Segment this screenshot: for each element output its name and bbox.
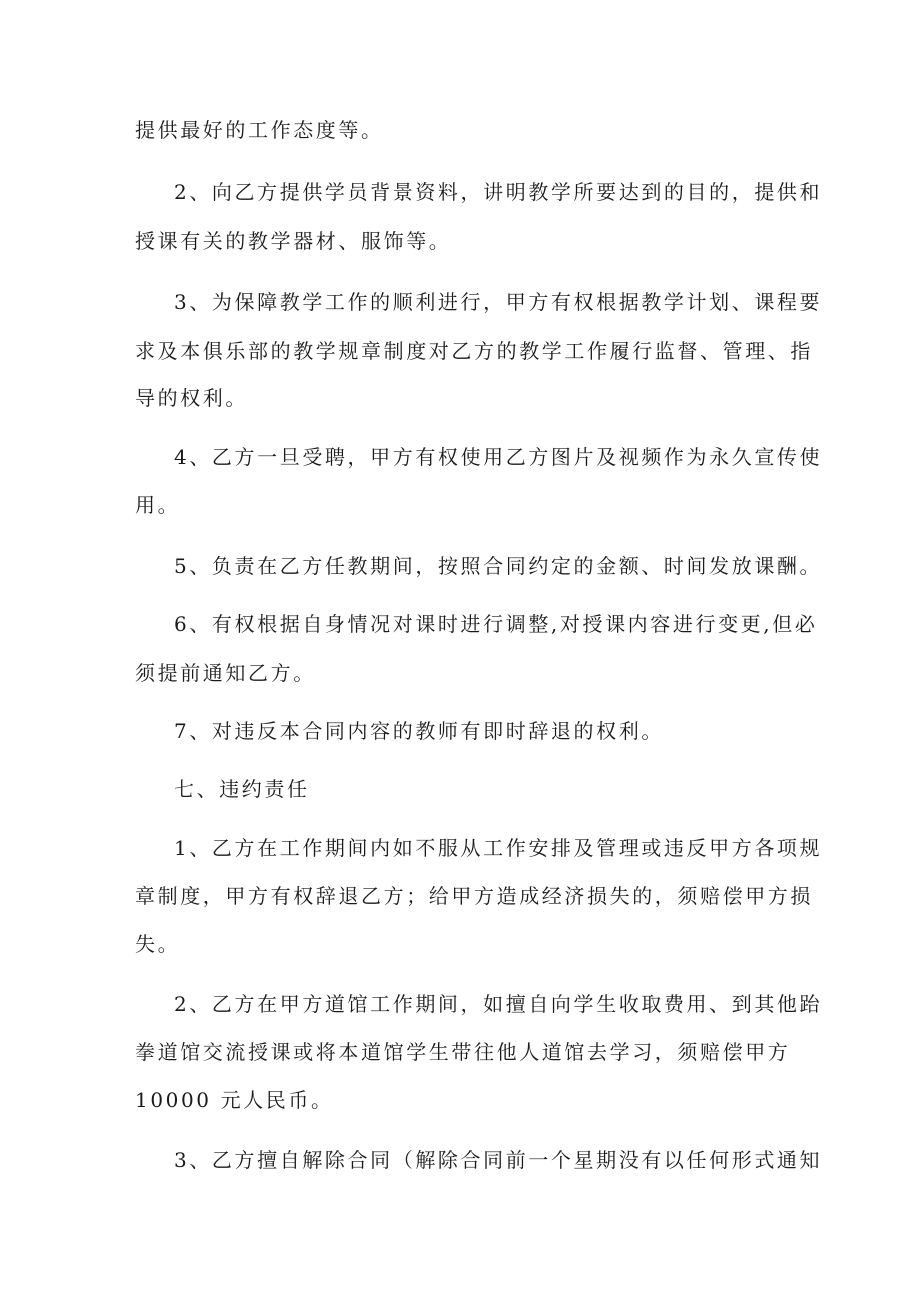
text-line: 用。 [135,493,181,517]
section-heading: 七、违约责任 [174,777,310,801]
text-line: 2、乙方在甲方道馆工作期间，如擅自向学生收取费用、到其他跆 [174,992,823,1016]
text-line: 1、乙方在工作期间内如不服从工作安排及管理或违反甲方各项规 [174,836,823,860]
text-line: 7、对违反本合同内容的教师有即时辞退的权利。 [174,719,664,743]
text-line: 导的权利。 [135,386,248,410]
text-line: 授课有关的教学器材、服饰等。 [135,229,452,253]
text-line: 3、乙方擅自解除合同（解除合同前一个星期没有以任何形式通知 [174,1148,823,1172]
text-line: 求及本俱乐部的教学规章制度对乙方的教学工作履行监督、管理、指 [135,339,813,363]
text-line: 3、为保障教学工作的顺利进行，甲方有权根据教学计划、课程要 [174,290,823,314]
text-line: 失。 [135,932,181,956]
text-line: 5、负责在乙方任教期间，按照合同约定的金额、时间发放课酬。 [174,554,823,578]
text-line: 章制度，甲方有权辞退乙方；给甲方造成经济损失的，须赔偿甲方损 [135,884,813,908]
text-line: 10000 元人民币。 [135,1088,334,1112]
text-line: 须提前通知乙方。 [135,661,316,685]
text-line: 4、乙方一旦受聘，甲方有权使用乙方图片及视频作为永久宣传使 [174,445,823,469]
text-line: 拳道馆交流授课或将本道馆学生带往他人道馆去学习，须赔偿甲方 [135,1040,791,1064]
text-line: 6、有权根据自身情况对课时进行调整,对授课内容进行变更,但必 [174,612,818,636]
text-line: 2、向乙方提供学员背景资料，讲明教学所要达到的目的，提供和 [174,180,823,204]
text-line: 提供最好的工作态度等。 [135,118,384,142]
